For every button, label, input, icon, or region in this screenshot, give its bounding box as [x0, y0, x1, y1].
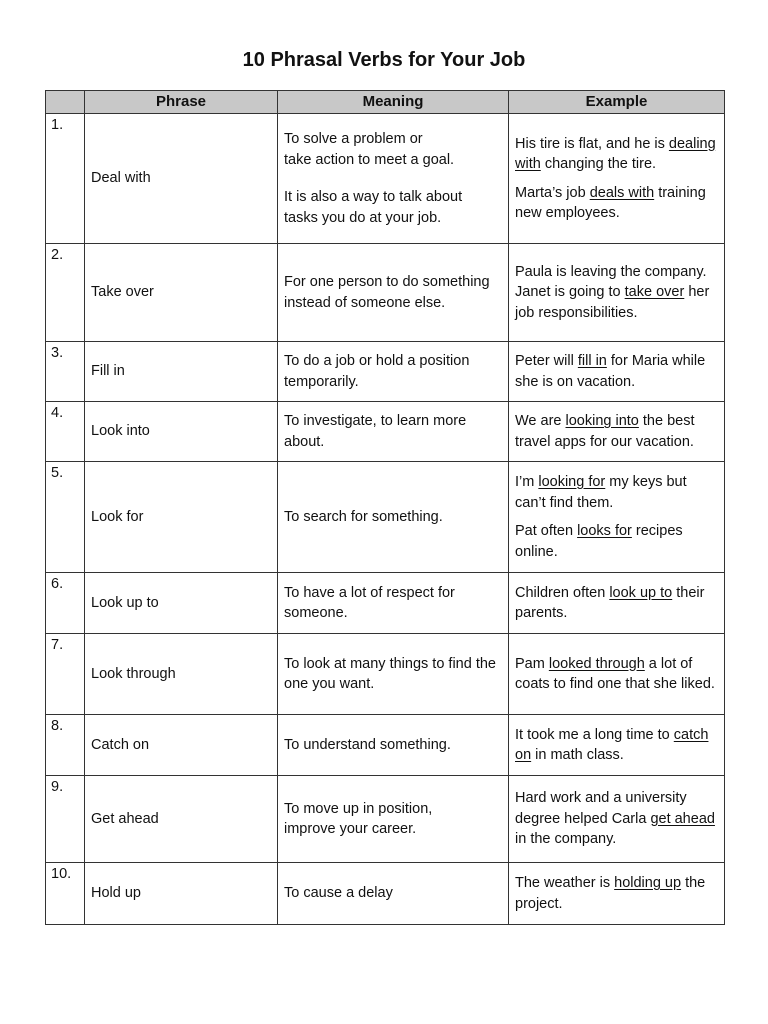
phrasal-verb-highlight: catch on	[515, 726, 709, 763]
example-text: training new employees.	[515, 184, 706, 221]
example-cell	[509, 863, 725, 925]
phrasal-verb-highlight: dealing with	[515, 135, 716, 172]
row-number: 3.	[46, 342, 85, 402]
example-cell	[509, 402, 725, 462]
example-sentence	[515, 351, 718, 392]
example-text: in math class.	[531, 747, 624, 763]
meaning-line: take action to meet a goal.	[284, 151, 455, 168]
example-cell	[509, 114, 725, 244]
example-sentence	[515, 873, 718, 914]
meaning-line: It is also a way to talk about	[284, 189, 463, 205]
table-body	[46, 114, 725, 925]
table-row	[46, 776, 725, 863]
row-number: 2.	[46, 244, 85, 342]
table-row	[46, 342, 725, 402]
meaning-paragraph	[284, 507, 502, 528]
meaning-paragraph	[284, 735, 502, 756]
phrasal-verb-highlight: holding up	[614, 875, 682, 891]
meaning-cell	[278, 342, 509, 402]
example-cell	[509, 342, 725, 402]
phrase-cell: Deal with	[85, 114, 278, 244]
meaning-paragraph	[284, 272, 502, 313]
example-sentence	[515, 134, 718, 175]
header-example: Example	[509, 91, 725, 114]
header-phrase: Phrase	[85, 91, 278, 114]
row-number: 4.	[46, 402, 85, 462]
example-text: Paula is leaving the company. Janet is going to	[515, 263, 707, 301]
example-cell	[509, 573, 725, 634]
example-text: Peter will	[515, 353, 578, 369]
phrasal-verb-highlight: get ahead	[650, 810, 715, 827]
phrasal-verb-highlight: look up to	[609, 584, 673, 601]
example-cell	[509, 462, 725, 573]
example-text: their parents.	[515, 584, 705, 621]
phrasal-verb-highlight: deals with	[589, 184, 655, 201]
header-row	[46, 91, 725, 114]
example-cell	[509, 776, 725, 863]
table-row	[46, 402, 725, 462]
meaning-line: To move up in position,	[284, 800, 433, 817]
example-text: her job responsibilities.	[515, 284, 710, 321]
phrasal-verb-highlight: looking for	[538, 474, 606, 490]
meaning-line: To do a job or hold a position temporarily.	[284, 353, 470, 390]
meaning-paragraph	[284, 883, 502, 904]
example-text: in the company.	[515, 831, 617, 848]
example-sentence	[515, 583, 718, 624]
meaning-line: To cause a delay	[284, 885, 393, 902]
row-number: 6.	[46, 573, 85, 634]
meaning-line: For one person to do something instead of someone else.	[284, 274, 490, 311]
meaning-line: tasks you do at your job.	[284, 209, 442, 226]
header-meaning: Meaning	[278, 91, 509, 114]
example-text: Hard work and a university degree helped Carla	[515, 790, 687, 827]
page-title: 10 Phrasal Verbs for Your Job	[242, 49, 526, 71]
meaning-cell	[278, 634, 509, 715]
table-row	[46, 634, 725, 715]
row-number: 10.	[46, 863, 85, 925]
example-cell	[509, 244, 725, 342]
meaning-cell	[278, 715, 509, 776]
phrase-cell: Fill in	[85, 342, 278, 402]
example-text: We are	[515, 413, 566, 429]
example-text: Pam	[515, 655, 549, 672]
row-number: 5.	[46, 462, 85, 573]
phrase-cell: Get ahead	[85, 776, 278, 863]
example-sentence	[515, 725, 718, 766]
example-sentence	[515, 521, 718, 562]
phrasal-verb-highlight: take over	[624, 284, 685, 301]
meaning-paragraph	[284, 411, 502, 452]
row-number: 1.	[46, 114, 85, 244]
meaning-line: To investigate, to learn more about.	[284, 413, 467, 450]
example-text: His tire is flat, and he is	[515, 135, 669, 152]
example-text: Marta’s job	[515, 184, 590, 201]
example-text: recipes online.	[515, 523, 683, 560]
example-text: I’m	[515, 474, 539, 490]
meaning-paragraph	[284, 583, 502, 624]
meaning-line: To have a lot of respect for someone.	[284, 584, 455, 621]
meaning-cell	[278, 114, 509, 244]
meaning-line: To understand something.	[284, 736, 451, 753]
phrasal-verb-highlight: looked through	[548, 655, 645, 672]
phrasal-verb-highlight: looks for	[577, 523, 632, 539]
example-sentence	[515, 411, 718, 452]
meaning-cell	[278, 402, 509, 462]
example-sentence	[515, 183, 718, 224]
table-row	[46, 462, 725, 573]
phrasal-verb-highlight: fill in	[577, 353, 607, 369]
example-text: The weather is	[515, 875, 615, 891]
meaning-line: To solve a problem or	[284, 131, 423, 147]
table-row	[46, 863, 725, 925]
example-sentence	[515, 654, 718, 695]
table-row	[46, 114, 725, 244]
example-text: Pat often	[515, 523, 578, 539]
phrase-cell: Take over	[85, 244, 278, 342]
meaning-paragraph	[284, 799, 502, 840]
meaning-cell	[278, 863, 509, 925]
example-cell	[509, 634, 725, 715]
phrase-cell: Catch on	[85, 715, 278, 776]
meaning-line: To look at many things to find the one you want.	[284, 655, 496, 692]
meaning-line: improve your career.	[284, 821, 417, 837]
example-text: a lot of coats to find one that she liked.	[515, 655, 715, 692]
meaning-paragraph	[284, 187, 502, 228]
meaning-paragraph	[284, 351, 502, 392]
phrase-cell: Look up to	[85, 573, 278, 634]
phrasal-verb-highlight: looking into	[565, 413, 639, 429]
example-cell	[509, 715, 725, 776]
row-number: 9.	[46, 776, 85, 863]
phrase-cell: Look for	[85, 462, 278, 573]
example-sentence	[515, 262, 718, 324]
example-text: It took me a long time to	[515, 726, 674, 743]
phrase-cell: Look through	[85, 634, 278, 715]
example-text: the project.	[515, 875, 706, 912]
meaning-line: To search for something.	[284, 508, 443, 525]
meaning-paragraph	[284, 129, 502, 170]
table-row	[46, 573, 725, 634]
meaning-cell	[278, 573, 509, 634]
example-sentence	[515, 472, 718, 513]
header-number	[46, 91, 85, 114]
phrase-cell: Hold up	[85, 863, 278, 925]
example-text: changing the tire.	[540, 156, 657, 172]
phrasal-verbs-table	[45, 90, 725, 925]
meaning-cell	[278, 244, 509, 342]
meaning-cell	[278, 776, 509, 863]
row-number: 8.	[46, 715, 85, 776]
example-sentence	[515, 788, 718, 850]
table-row	[46, 244, 725, 342]
example-text: Children often	[515, 584, 610, 601]
table-row	[46, 715, 725, 776]
example-text: my keys but can’t find them.	[515, 474, 687, 511]
phrase-cell: Look into	[85, 402, 278, 462]
meaning-cell	[278, 462, 509, 573]
row-number: 7.	[46, 634, 85, 715]
example-text: for Maria while she is on vacation.	[515, 353, 706, 390]
meaning-paragraph	[284, 654, 502, 695]
example-text: the best travel apps for our vacation.	[515, 413, 695, 450]
